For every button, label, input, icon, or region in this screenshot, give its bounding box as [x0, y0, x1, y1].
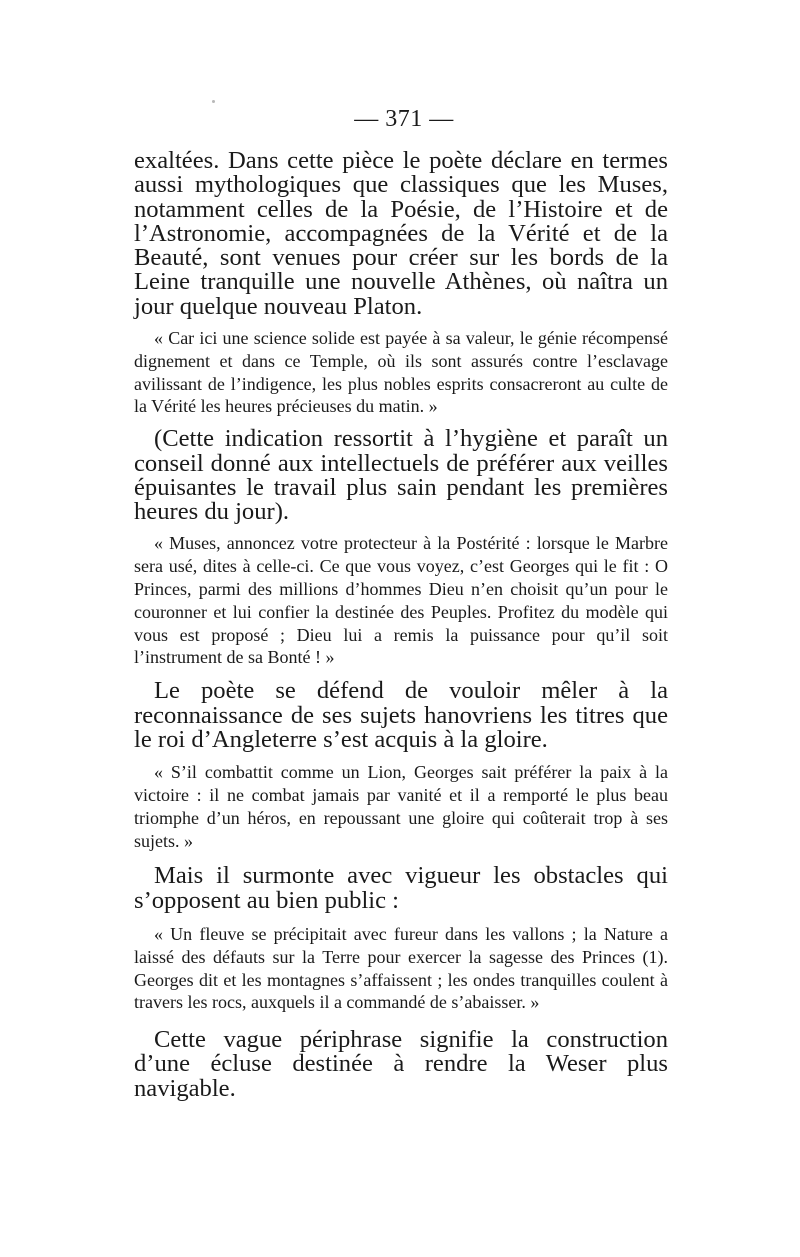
- quotation-muses-posterity: « Muses, annoncez votre protecteur à la Postérité : lorsque le Marbre sera usé, dites à celle-ci. Ce que vous voyez, c’est Georges qui le fit : O Princes, parmi des millions d’hommes Dieu n’en choisit qu’un pour le couronner et lui confier la destinée des Peuples. Profitez du modèle qui vous est proposé ; Dieu lui a remis la puissance pour qu’il soit l’instrument de sa Bonté ! »: [134, 533, 668, 668]
- book-page: [134, 106, 668, 1101]
- body-paragraph-obstacles: Mais il surmonte avec vigueur les obstacles qui s’opposent au bien public :: [134, 862, 668, 914]
- page-speck: [212, 100, 215, 103]
- body-paragraph-hygiene: (Cette indication ressortit à l’hygiène et paraît un conseil donné aux intellectuels de préférer aux veilles épuisantes le travail plus sain pendant les premières heures du jour).: [134, 425, 668, 526]
- page-number: — 371 —: [354, 106, 454, 132]
- quotation-river-mountains: « Un fleuve se précipitait avec fureur dans les vallons ; la Nature a laissé des défauts sur la Terre pour exercer la sagesse des Princes (1). Georges dit et les montagnes s’affaissent ; les ondes tranquilles coulent à travers les rocs, auxquels il a commandé de s’abaisser. »: [134, 923, 668, 1013]
- body-paragraph-poet-defends: Le poète se défend de vouloir mêler à la reconnaissance de ses sujets hanovriens les titres que le roi d’Angleterre s’est acquis à la gloire.: [134, 677, 668, 753]
- body-paragraph-continuation: exaltées. Dans cette pièce le poète déclare en termes aussi mythologiques que classiques que les Muses, notamment celles de la Poésie, de l’Histoire et de l’Astronomie, accompagnées de la Vérité et de la Beauté, sont venues pour créer sur les bords de la Leine tranquille une nouvelle Athènes, où naîtra un jour quelque nouveau Platon.: [134, 147, 668, 320]
- quotation-lion-peace: « S’il combattit comme un Lion, Georges sait préférer la paix à la victoire : il ne combat jamais par vanité et il a remporté le plus beau triomphe d’un héros, en repoussant une gloire qui coûterait trop à ses sujets. »: [134, 762, 668, 851]
- quotation-science-temple: « Car ici une science solide est payée à sa valeur, le génie récompensé dignement et dans ce Temple, où ils sont assurés contre l’esclavage avilissant de l’indigence, les plus nobles esprits consacreront au culte de la Vérité les heures précieuses du matin. »: [134, 328, 668, 417]
- body-paragraph-weser-lock: Cette vague périphrase signifie la construction d’une écluse destinée à rendre la Weser plus navigable.: [134, 1026, 668, 1102]
